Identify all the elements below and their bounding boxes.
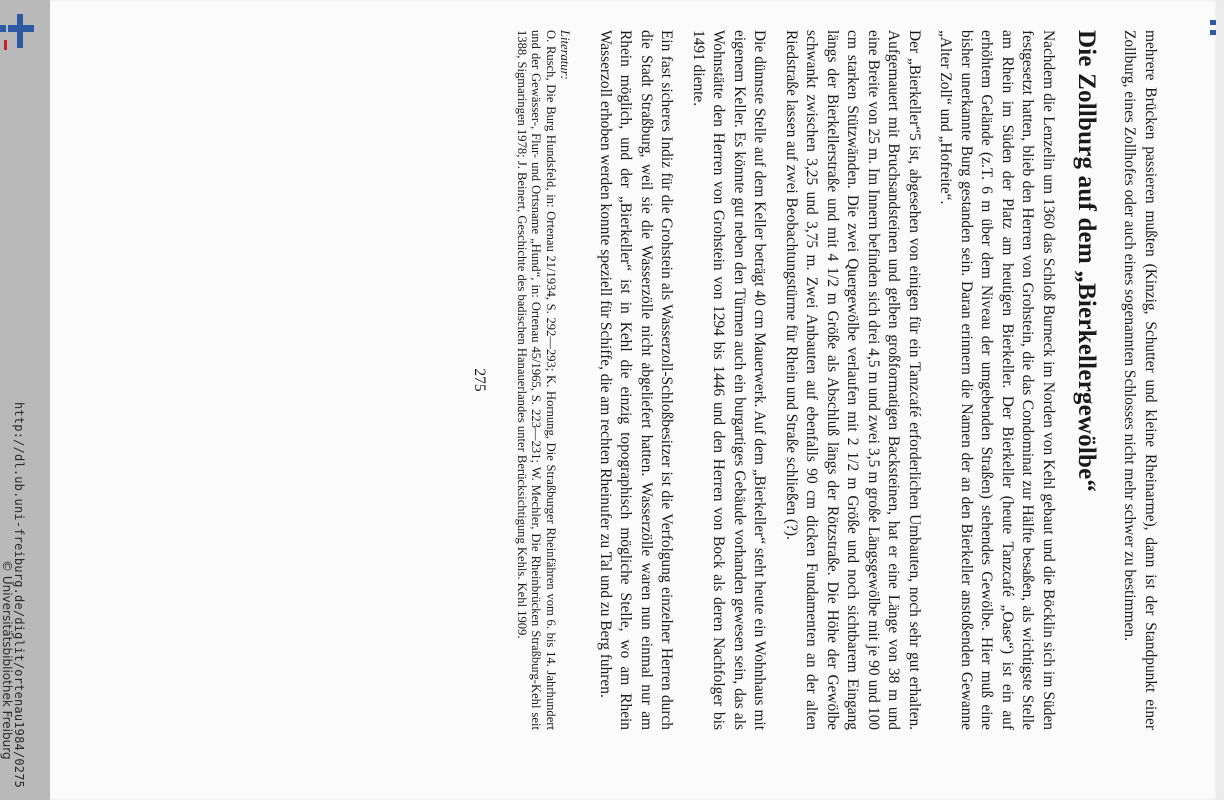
ub-freiburg-logo-icon [0, 14, 40, 50]
section-heading: Die Zollburg auf dem „Bierkellergewölbe“ [1073, 30, 1100, 493]
body-paragraph: Der „Bierkeller“5 ist, abgesehen von einigen für ein Tanzcafé erforderlichen Umbauten, noch sehr gut erhalten. Aufgemauert mit Bruchsandsteinen und gelben großformatigen Backsteinen, hat er eine Länge von 38 m und eine Breite von 25 m. Im Innern befinden sich drei 4,5 m und zwei 3,5 m große Längsgewölbe mit je 90 und 100 cm starken Stützwänden. Die zwei Quergewölbe verlaufen mit 2 1/2 m Größe und noch sichtbarem Eingang längs der Bierkellerstraße und mit 4 1/2 m Größe als Abschluß längs der Rötzstraße. Die Höhe der Gewölbe schwankt zwischen 3,25 und 3,75 m. Zwei Anbauten auf ebenfalls 90 cm dicken Fundamenten an der alten Riedstraße lassen auf zwei Beobachtungstürme für Rhein und Straße schließen (?). [783, 30, 923, 730]
page-edge-mark-icon [1210, 20, 1216, 38]
intro-paragraph: mehrere Brücken passieren mußten (Kinzig, Schutter und kleine Rheinarme), dann ist der Standpunkt einer Zollburg, eines Zollhofes oder auch eines sogenannten Schlosses nicht mehr schwer zu bestimmen. [1121, 30, 1159, 730]
document-url[interactable]: http://dl.ub.uni-freiburg.de/diglit/ortenau1984/0275 [12, 402, 26, 789]
copyright-notice: © Universitätsbibliothek Freiburg [0, 560, 14, 760]
literature-label: Literatur: [558, 30, 573, 80]
body-paragraph: Nachdem die Lenzelin um 1360 das Schloß Burneck im Norden von Kehl gebaut und die Böcklin sich im Süden festgesetzt hatten, blieb den Herren von Grohstein, die das Condominat zur Hälfte besaßen, als wichtigste Stelle am Rhein im Süden der Platz am heutigen Bierkeller. Der Bierkeller (heute Tanzcafé „Oase“) ist ein auf erhöhtem Gelände (z.T. 6 m über dem Niveau der umgebenden Straßen) stehendes Gewölbe. Hier muß eine bisher unerkannte Burg gestanden sein. Daran erinnern die Namen der an den Bierkeller anstoßenden Gewanne „Alter Zoll“ und „Hofreite“. [937, 30, 1057, 730]
page-text-block [160, 30, 1160, 730]
body-paragraph: Ein fast sicheres Indiz für die Grohstein als Wasserzoll-Schloßbesitzer ist die Verfolgung einzelner Herren durch die Stadt Straßburg, weil sie die Wasserzölle nicht abgeliefert hatten. Wasserzölle waren nun einmal nur am Rhein möglich, und der „Bierkeller“ ist in Kehl die einzig topographisch mögliche Stelle, wo am Rhein Wasserzoll erhoben werden konnte speziell für Schiffe, die am rechten Rheinufer zu Tal und zu Berg fuhren. [597, 30, 676, 730]
page-number: 275 [471, 368, 489, 392]
viewer-sidebar [0, 0, 50, 800]
literature-references: O. Rusch, Die Burg Hundsfeld, in: Ortenau 21/1934, S. 292—293; K. Hornung, Die Straßburger Rheinfähren vom 6. bis 14. Jahrhundert und der Gewässer-, Flur- und Ortsname „Hund“, in: Ortenau 45/1965, S. 223—231; W. Mechler, Die Rheinbrücken Straßburg-Kehl seit 1388, Sigmaringen 1978; J. Beinert, Geschichte des badischen Hanauerlandes unter Berücksichtigung Kehls. Kehl 1909. [515, 30, 558, 730]
body-text [595, 30, 1059, 730]
body-paragraph: Die dünnste Stelle auf dem Keller beträgt 40 cm Mauerwerk. Auf dem „Bierkeller“ steht heute ein Wohnhaus mit eigenem Keller. Es könnte gut neben den Türmen auch ein burgartiges Gebäude vorhanden gewesen sein, das als Wohnstätte den Herren von Grohstein von 1294 bis 1446 und den Herren von Bock als deren Nachfolger bis 1491 diente. [690, 30, 769, 730]
